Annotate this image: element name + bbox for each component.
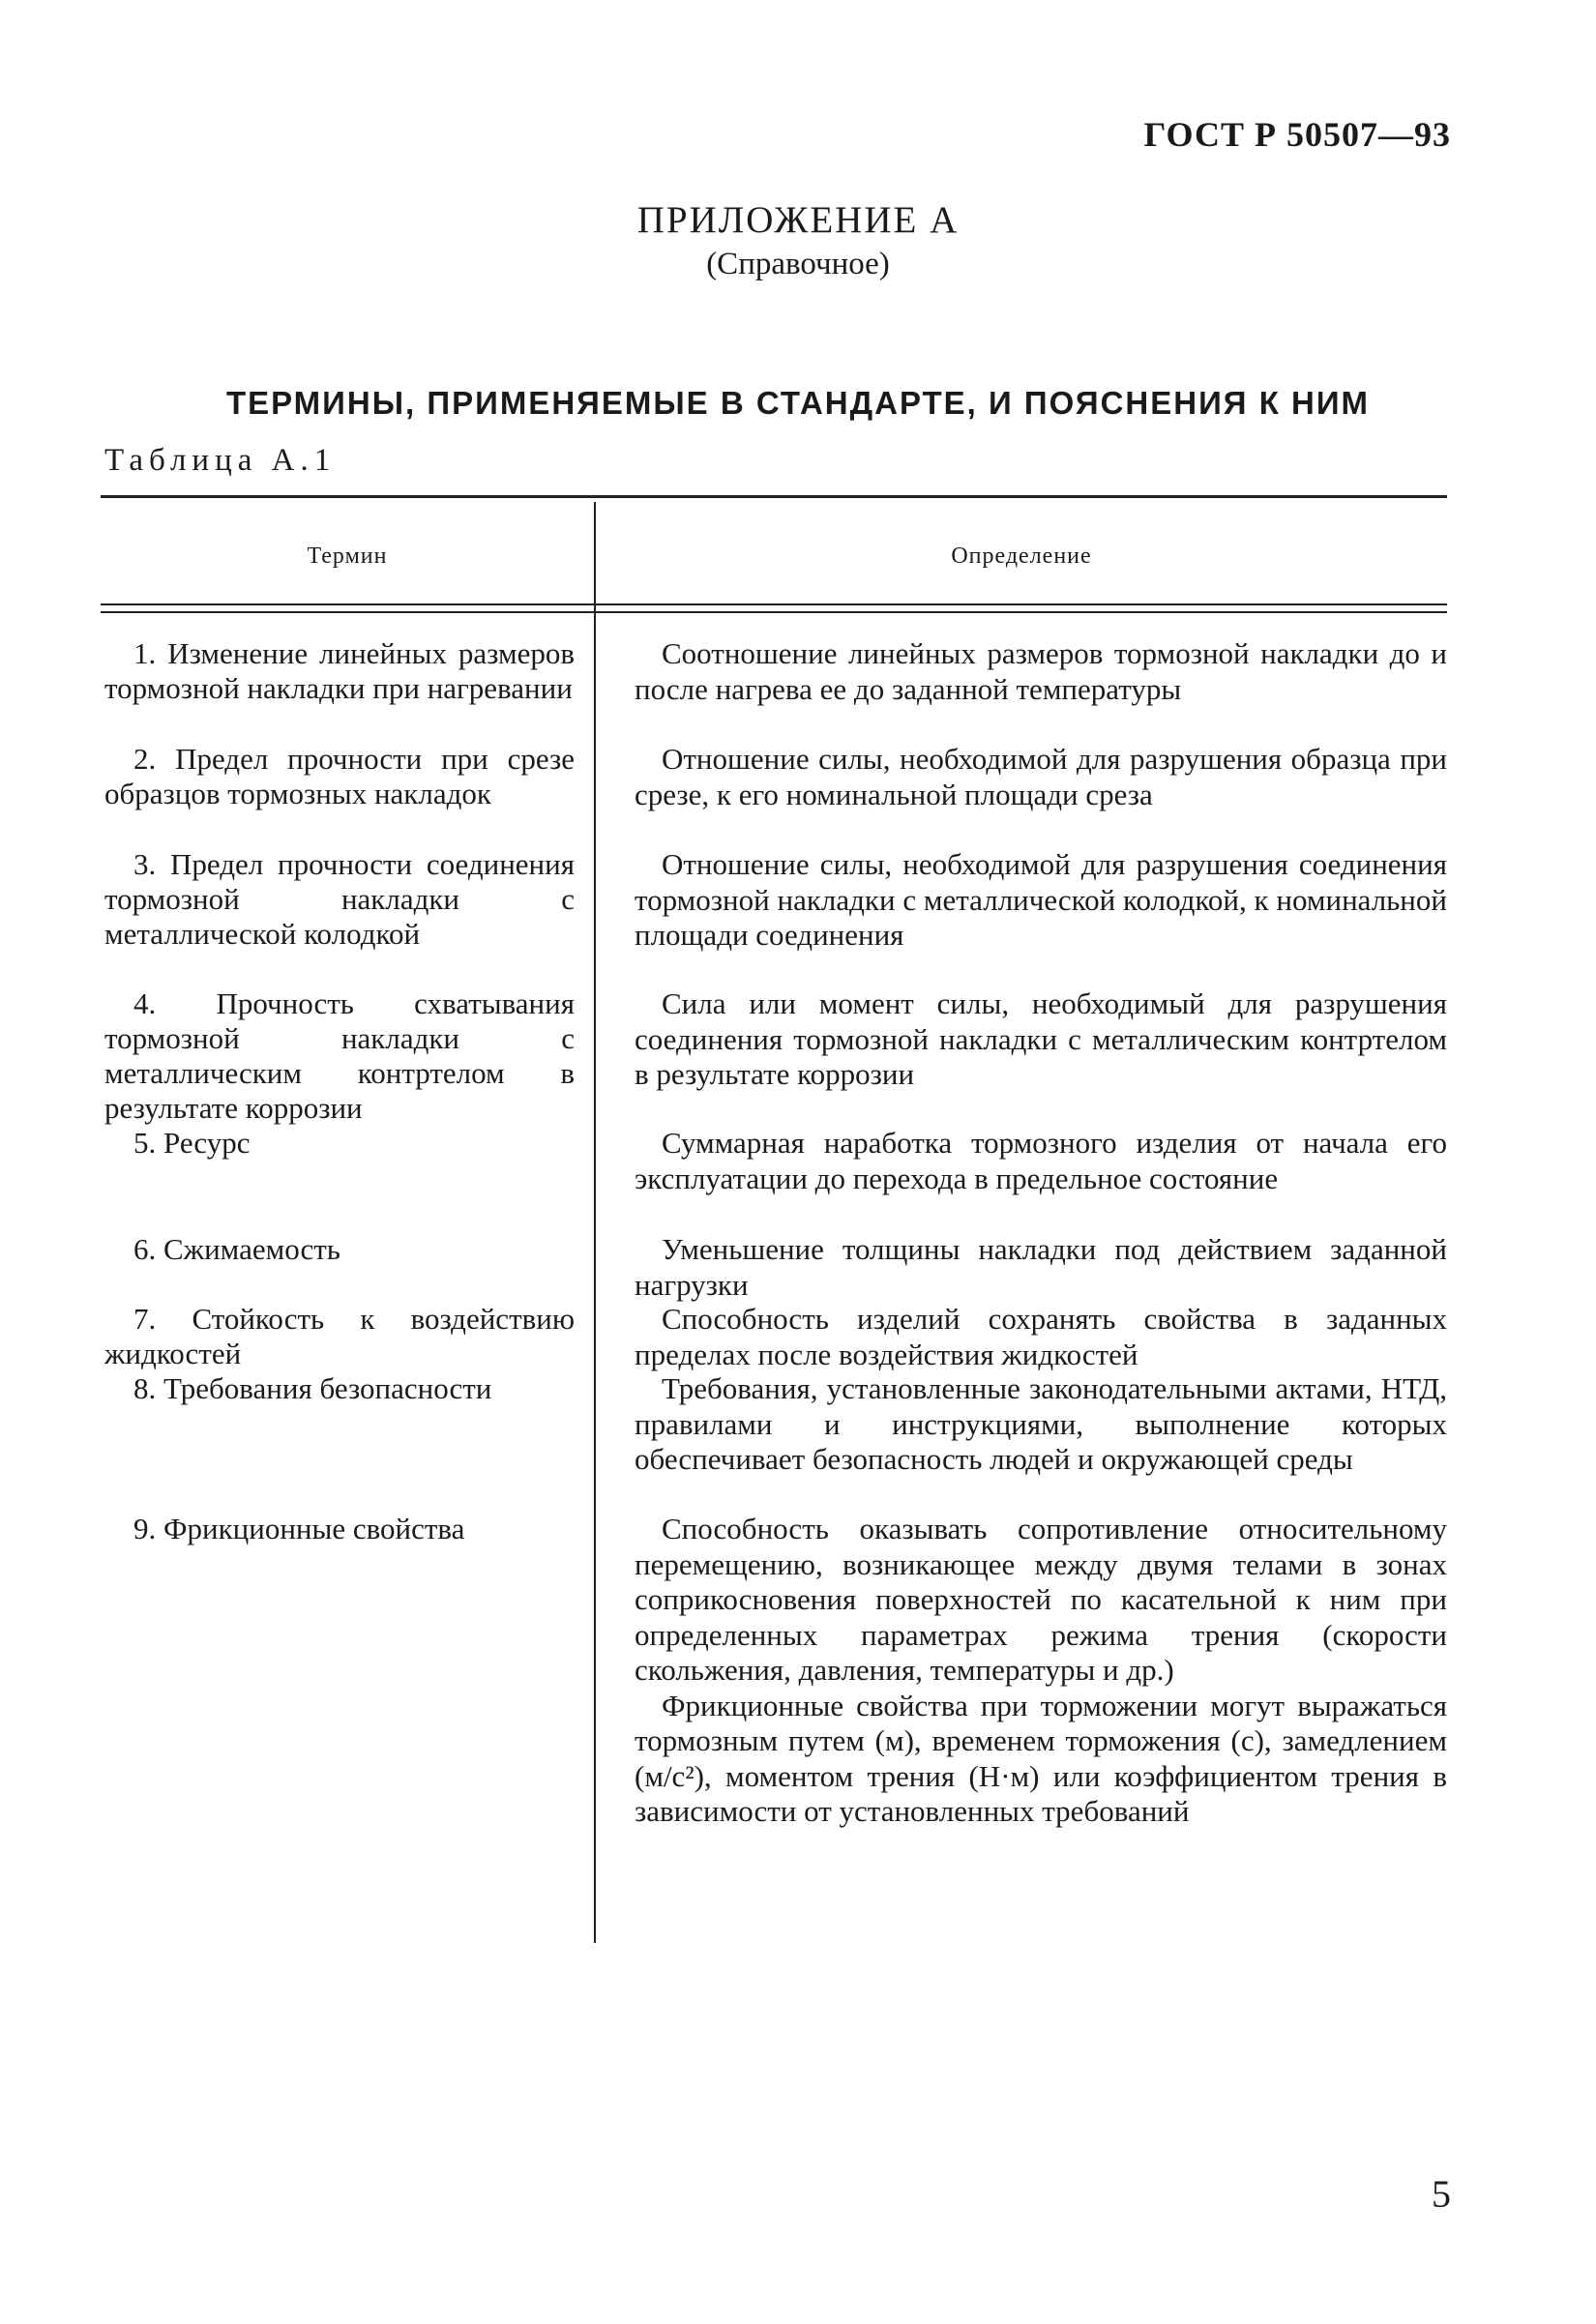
term-cell: 7. Стойкость к воздействию жидкостей: [104, 1302, 575, 1370]
definition-paragraph: Фрикционные свойства при торможении могут выражаться тормозным путем (м), временем торможения (с), замедлением (м/с²), моментом трения (Н·м) или коэффициентом трения в зависимости от установленных требований: [635, 1688, 1447, 1828]
table-header-rule-double: [101, 611, 1447, 613]
term-cell: 5. Ресурс: [133, 1126, 251, 1160]
term-cell: 3. Предел прочности соединения тормозной накладки с металлической колодкой: [104, 847, 575, 951]
term-cell: 4. Прочность схватывания тормозной накладки с металлическим контртелом в результате коррозии: [104, 986, 575, 1125]
table-column-divider: [594, 502, 596, 1943]
term-cell: 1. Изменение линейных размеров тормозной накладки при нагревании: [104, 636, 575, 705]
definition-cell: Отношение силы, необходимой для разрушения образца при срезе, к его номинальной площади среза: [635, 742, 1447, 811]
document-code: ГОСТ Р 50507—93: [1143, 115, 1451, 154]
table-header-rule: [101, 603, 1447, 605]
definition-cell: Уменьшение толщины накладки под действием заданной нагрузки: [635, 1232, 1447, 1302]
definition-cell: Способность изделий сохранять свойства в заданных пределах после воздействия жидкостей: [635, 1302, 1447, 1371]
definition-cell: [635, 1512, 1447, 1830]
definition-cell: Отношение силы, необходимой для разрушения соединения тормозной накладки с металлической колодкой, к номинальной площади соединения: [635, 847, 1447, 952]
definition-cell: Требования, установленные законодательными актами, НТД, правилами и инструкциями, выполнение которых обеспечивает безопасность людей и окружающей среды: [635, 1371, 1447, 1476]
term-cell: 8. Требования безопасности: [133, 1371, 492, 1405]
definition-cell: Соотношение линейных размеров тормозной накладки до и после нагрева ее до заданной температуры: [635, 636, 1447, 706]
column-header-definition: Определение: [951, 544, 1092, 569]
table-top-rule: [101, 495, 1447, 498]
section-title: ТЕРМИНЫ, ПРИМЕНЯЕМЫЕ В СТАНДАРТЕ, И ПОЯСНЕНИЯ К НИМ: [225, 385, 1371, 421]
term-cell: 2. Предел прочности при срезе образцов тормозных накладок: [104, 742, 575, 810]
column-header-term: Термин: [307, 544, 388, 569]
term-cell: 9. Фрикционные свойства: [133, 1512, 465, 1545]
term-cell: 6. Сжимаемость: [133, 1232, 340, 1266]
appendix-title: ПРИЛОЖЕНИЕ А: [636, 199, 960, 241]
definition-cell: Сила или момент силы, необходимый для разрушения соединения тормозной накладки с металлическим контртелом в результате коррозии: [635, 986, 1447, 1091]
table-caption: Таблица А.1: [104, 443, 337, 478]
definition-cell: Суммарная наработка тормозного изделия от начала его эксплуатации до перехода в предельное состояние: [635, 1126, 1447, 1195]
appendix-subtitle: (Справочное): [706, 247, 890, 281]
page-number: 5: [1432, 2172, 1451, 2216]
definition-paragraph: Способность оказывать сопротивление относительному перемещению, возникающее между двумя телами в зонах соприкосновения поверхностей по касательной к ним при определенных параметрах режима трения (скорости скольжения, давления, температуры и др.): [635, 1512, 1447, 1687]
